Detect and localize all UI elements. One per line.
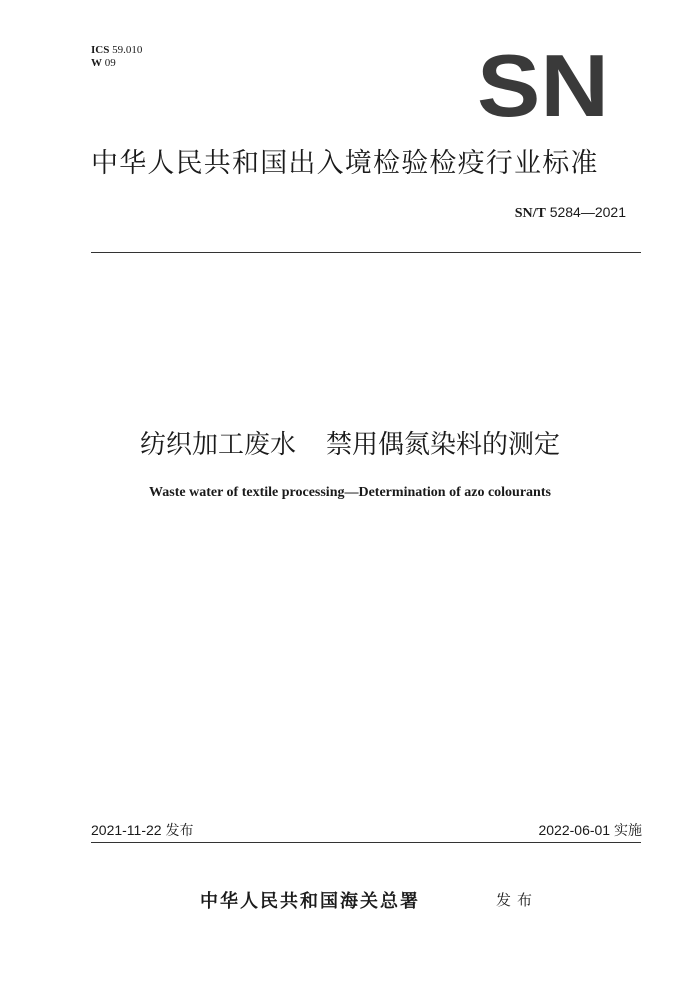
org-title: 中华人民共和国出入境检验检疫行业标准 (91, 148, 599, 179)
divider-bottom (91, 842, 641, 843)
chinese-title (0, 424, 700, 461)
publish-label: 发布 (496, 891, 539, 909)
ics-block (91, 44, 142, 70)
sn-logo (476, 50, 610, 118)
implementation-date: 2022-06-01 实施 (538, 822, 642, 838)
chinese-title-part1: 纺织加工废水 (139, 430, 296, 460)
ccs-line: W 09 (91, 57, 116, 69)
ics-line: ICS 59.010 (91, 44, 143, 56)
standard-number: 5284—2021 (549, 204, 626, 220)
issue-date: 2021-11-22 发布 (91, 822, 194, 838)
english-title: Waste water of textile processing—Determination of azo colourants (149, 485, 551, 500)
divider-top (91, 252, 641, 253)
chinese-title-part2: 禁用偶氮染料的测定 (326, 430, 561, 460)
sn-logo-text: SN (477, 50, 609, 118)
standard-code (515, 204, 626, 222)
standard-prefix: SN/T (514, 206, 546, 221)
publisher-name: 中华人民共和国海关总署 (200, 891, 420, 912)
